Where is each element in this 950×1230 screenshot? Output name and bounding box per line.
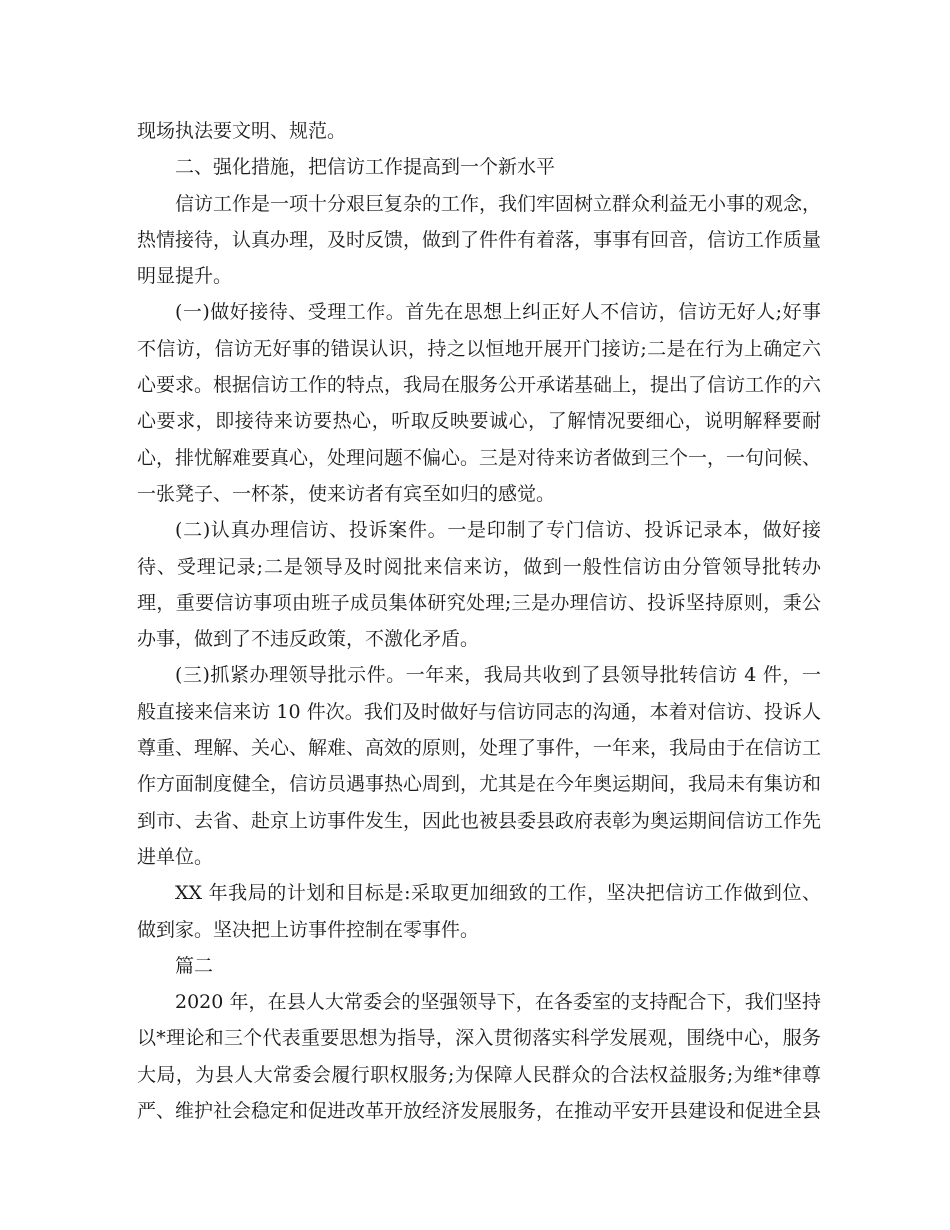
paragraph: 信访工作是一项十分艰巨复杂的工作，我们牢固树立群众利益无小事的观念，热情接待，认真办理，及时反馈，做到了件件有着落，事事有回音，信访工作质量明显提升。	[137, 192, 822, 288]
paragraph: 2020 年，在县人大常委会的坚强领导下，在各委室的支持配合下，我们坚持以*理论和三个代表重要思想为指导，深入贯彻落实科学发展观，围绕中心，服务大局，为县人大常委会履行职权服务;为保障人民群众的合法权益服务;为维*律尊严、维护社会稳定和促进改革开放经济发展服务，在推动平安开县建设和促进全县	[137, 991, 822, 1123]
paragraph: 现场执法要文明、规范。	[137, 120, 347, 142]
paragraph: (三)抓紧办理领导批示件。一年来，我局共收到了县领导批转信访 4 件，一般直接来信来访 10 件次。我们及时做好与信访同志的沟通，本着对信访、投诉人尊重、理解、关心、解难、高效的原则，处理了事件，一年来，我局由于在信访工作方面制度健全，信访员遇事热心周到，尤其是在今年奥运期间，我局未有集访和到市、去省、赴京上访事件发生，因此也被县委县政府表彰为奥运期间信访工作先进单位。	[137, 664, 822, 868]
section-heading: 篇二	[175, 954, 214, 977]
section-heading: 二、强化措施，把信访工作提高到一个新水平	[175, 156, 556, 179]
paragraph: XX 年我局的计划和目标是:采取更加细致的工作，坚决把信访工作做到位、做到家。坚决把上访事件控制在零事件。	[137, 882, 821, 941]
paragraph: (一)做好接待、受理工作。首先在思想上纠正好人不信访，信访无好人;好事不信访，信访无好事的错误认识，持之以恒地开展开门接访;二是在行为上确定六心要求。根据信访工作的特点，我局在服务公开承诺基础上，提出了信访工作的六心要求，即接待来访要热心，听取反映要诚心，了解情况要细心，说明解释要耐心，排忧解难要真心，处理问题不偏心。三是对待来访者做到三个一，一句问候、一张凳子、一杯茶，使来访者有宾至如归的感觉。	[137, 301, 822, 505]
document-body	[137, 113, 821, 1129]
paragraph: (二)认真办理信访、投诉案件。一是印制了专门信访、投诉记录本，做好接待、受理记录;二是领导及时阅批来信来访，做到一般性信访由分管领导批转办理，重要信访事项由班子成员集体研究处理;三是办理信访、投诉坚持原则，秉公办事，做到了不违反政策，不激化矛盾。	[137, 519, 821, 651]
